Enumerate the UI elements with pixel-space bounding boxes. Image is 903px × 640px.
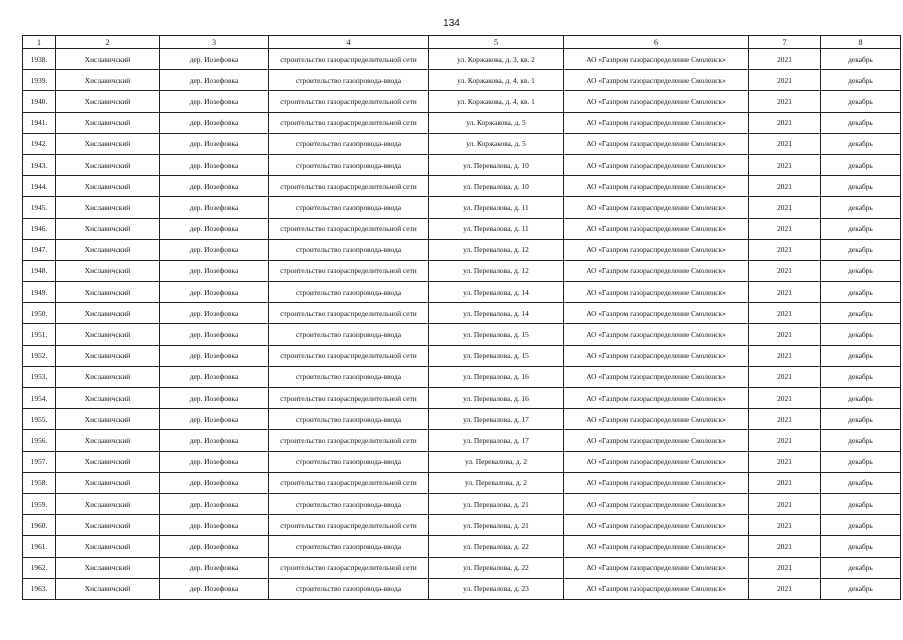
contractor-cell: АО «Газпром газораспределение Смоленск» xyxy=(564,515,749,536)
settlement-cell: дер. Иозефовка xyxy=(160,218,269,239)
table-row xyxy=(23,345,901,366)
table-row xyxy=(23,239,901,260)
district-cell: Хиславичский xyxy=(56,282,160,303)
year-cell: 2021 xyxy=(749,260,821,281)
district-cell: Хиславичский xyxy=(56,260,160,281)
district-cell: Хиславичский xyxy=(56,197,160,218)
work-type-cell: строительство газораспределительной сети xyxy=(269,112,429,133)
district-cell: Хиславичский xyxy=(56,388,160,409)
address-cell: ул. Перевалова, д. 12 xyxy=(429,260,564,281)
settlement-cell: дер. Иозефовка xyxy=(160,197,269,218)
table-row xyxy=(23,366,901,387)
year-cell: 2021 xyxy=(749,239,821,260)
contractor-cell: АО «Газпром газораспределение Смоленск» xyxy=(564,366,749,387)
year-cell: 2021 xyxy=(749,197,821,218)
column-header-3: 3 xyxy=(160,36,269,49)
settlement-cell: дер. Иозефовка xyxy=(160,282,269,303)
contractor-cell: АО «Газпром газораспределение Смоленск» xyxy=(564,91,749,112)
row-number-cell: 1959. xyxy=(23,493,56,514)
work-type-cell: строительство газораспределительной сети xyxy=(269,515,429,536)
contractor-cell: АО «Газпром газораспределение Смоленск» xyxy=(564,451,749,472)
row-number-cell: 1947. xyxy=(23,239,56,260)
district-cell: Хиславичский xyxy=(56,451,160,472)
table-header xyxy=(23,36,901,49)
district-cell: Хиславичский xyxy=(56,70,160,91)
row-number-cell: 1942. xyxy=(23,133,56,154)
address-cell: ул. Перевалова, д. 10 xyxy=(429,176,564,197)
district-cell: Хиславичский xyxy=(56,133,160,154)
year-cell: 2021 xyxy=(749,176,821,197)
year-cell: 2021 xyxy=(749,578,821,599)
row-number-cell: 1953. xyxy=(23,366,56,387)
work-type-cell: строительство газораспределительной сети xyxy=(269,91,429,112)
table-row xyxy=(23,324,901,345)
district-cell: Хиславичский xyxy=(56,345,160,366)
row-number-cell: 1955. xyxy=(23,409,56,430)
column-header-5: 5 xyxy=(429,36,564,49)
year-cell: 2021 xyxy=(749,515,821,536)
contractor-cell: АО «Газпром газораспределение Смоленск» xyxy=(564,133,749,154)
table-row xyxy=(23,112,901,133)
year-cell: 2021 xyxy=(749,303,821,324)
table-row xyxy=(23,218,901,239)
work-type-cell: строительство газопровода-ввода xyxy=(269,282,429,303)
work-type-cell: строительство газопровода-ввода xyxy=(269,197,429,218)
row-number-cell: 1944. xyxy=(23,176,56,197)
address-cell: ул. Коржакова, д. 5 xyxy=(429,133,564,154)
table-row xyxy=(23,282,901,303)
row-number-cell: 1938. xyxy=(23,49,56,70)
row-number-cell: 1943. xyxy=(23,154,56,175)
contractor-cell: АО «Газпром газораспределение Смоленск» xyxy=(564,430,749,451)
address-cell: ул. Перевалова, д. 15 xyxy=(429,324,564,345)
month-cell: декабрь xyxy=(821,409,901,430)
work-type-cell: строительство газораспределительной сети xyxy=(269,430,429,451)
district-cell: Хиславичский xyxy=(56,239,160,260)
settlement-cell: дер. Иозефовка xyxy=(160,409,269,430)
district-cell: Хиславичский xyxy=(56,154,160,175)
contractor-cell: АО «Газпром газораспределение Смоленск» xyxy=(564,176,749,197)
table-row xyxy=(23,536,901,557)
year-cell: 2021 xyxy=(749,536,821,557)
month-cell: декабрь xyxy=(821,133,901,154)
district-cell: Хиславичский xyxy=(56,578,160,599)
table-body xyxy=(23,49,901,600)
column-header-2: 2 xyxy=(56,36,160,49)
settlement-cell: дер. Иозефовка xyxy=(160,578,269,599)
year-cell: 2021 xyxy=(749,430,821,451)
row-number-cell: 1949. xyxy=(23,282,56,303)
work-type-cell: строительство газораспределительной сети xyxy=(269,345,429,366)
year-cell: 2021 xyxy=(749,282,821,303)
row-number-cell: 1951. xyxy=(23,324,56,345)
month-cell: декабрь xyxy=(821,49,901,70)
settlement-cell: дер. Иозефовка xyxy=(160,536,269,557)
table-row xyxy=(23,49,901,70)
contractor-cell: АО «Газпром газораспределение Смоленск» xyxy=(564,282,749,303)
work-type-cell: строительство газораспределительной сети xyxy=(269,49,429,70)
year-cell: 2021 xyxy=(749,154,821,175)
work-type-cell: строительство газораспределительной сети xyxy=(269,218,429,239)
district-cell: Хиславичский xyxy=(56,493,160,514)
row-number-cell: 1948. xyxy=(23,260,56,281)
settlement-cell: дер. Иозефовка xyxy=(160,324,269,345)
address-cell: ул. Перевалова, д. 2 xyxy=(429,472,564,493)
month-cell: декабрь xyxy=(821,472,901,493)
year-cell: 2021 xyxy=(749,91,821,112)
work-type-cell: строительство газораспределительной сети xyxy=(269,176,429,197)
table-row xyxy=(23,197,901,218)
row-number-cell: 1960. xyxy=(23,515,56,536)
district-cell: Хиславичский xyxy=(56,218,160,239)
table-row xyxy=(23,176,901,197)
address-cell: ул. Перевалова, д. 16 xyxy=(429,366,564,387)
table-row xyxy=(23,515,901,536)
month-cell: декабрь xyxy=(821,536,901,557)
settlement-cell: дер. Иозефовка xyxy=(160,515,269,536)
district-cell: Хиславичский xyxy=(56,557,160,578)
contractor-cell: АО «Газпром газораспределение Смоленск» xyxy=(564,239,749,260)
work-type-cell: строительство газопровода-ввода xyxy=(269,133,429,154)
address-cell: ул. Коржакова, д. 4, кв. 1 xyxy=(429,70,564,91)
district-cell: Хиславичский xyxy=(56,112,160,133)
table-row xyxy=(23,451,901,472)
month-cell: декабрь xyxy=(821,112,901,133)
district-cell: Хиславичский xyxy=(56,176,160,197)
table-row xyxy=(23,70,901,91)
address-cell: ул. Коржакова, д. 5 xyxy=(429,112,564,133)
year-cell: 2021 xyxy=(749,388,821,409)
district-cell: Хиславичский xyxy=(56,91,160,112)
row-number-cell: 1945. xyxy=(23,197,56,218)
row-number-cell: 1950. xyxy=(23,303,56,324)
column-header-8: 8 xyxy=(821,36,901,49)
month-cell: декабрь xyxy=(821,493,901,514)
work-type-cell: строительство газопровода-ввода xyxy=(269,409,429,430)
year-cell: 2021 xyxy=(749,49,821,70)
work-type-cell: строительство газораспределительной сети xyxy=(269,557,429,578)
settlement-cell: дер. Иозефовка xyxy=(160,451,269,472)
address-cell: ул. Перевалова, д. 16 xyxy=(429,388,564,409)
settlement-cell: дер. Иозефовка xyxy=(160,493,269,514)
contractor-cell: АО «Газпром газораспределение Смоленск» xyxy=(564,388,749,409)
work-type-cell: строительство газораспределительной сети xyxy=(269,260,429,281)
row-number-cell: 1957. xyxy=(23,451,56,472)
settlement-cell: дер. Иозефовка xyxy=(160,366,269,387)
year-cell: 2021 xyxy=(749,366,821,387)
address-cell: ул. Перевалова, д. 23 xyxy=(429,578,564,599)
address-cell: ул. Перевалова, д. 11 xyxy=(429,197,564,218)
year-cell: 2021 xyxy=(749,557,821,578)
year-cell: 2021 xyxy=(749,324,821,345)
row-number-cell: 1962. xyxy=(23,557,56,578)
contractor-cell: АО «Газпром газораспределение Смоленск» xyxy=(564,154,749,175)
row-number-cell: 1958. xyxy=(23,472,56,493)
work-type-cell: строительство газопровода-ввода xyxy=(269,536,429,557)
month-cell: декабрь xyxy=(821,430,901,451)
table-row xyxy=(23,260,901,281)
table-row xyxy=(23,388,901,409)
district-cell: Хиславичский xyxy=(56,366,160,387)
address-cell: ул. Перевалова, д. 11 xyxy=(429,218,564,239)
month-cell: декабрь xyxy=(821,176,901,197)
address-cell: ул. Коржакова, д. 3, кв. 2 xyxy=(429,49,564,70)
year-cell: 2021 xyxy=(749,451,821,472)
settlement-cell: дер. Иозефовка xyxy=(160,70,269,91)
year-cell: 2021 xyxy=(749,345,821,366)
contractor-cell: АО «Газпром газораспределение Смоленск» xyxy=(564,493,749,514)
year-cell: 2021 xyxy=(749,112,821,133)
contractor-cell: АО «Газпром газораспределение Смоленск» xyxy=(564,536,749,557)
district-cell: Хиславичский xyxy=(56,409,160,430)
address-cell: ул. Перевалова, д. 15 xyxy=(429,345,564,366)
month-cell: декабрь xyxy=(821,218,901,239)
table-row xyxy=(23,430,901,451)
settlement-cell: дер. Иозефовка xyxy=(160,303,269,324)
address-cell: ул. Перевалова, д. 22 xyxy=(429,557,564,578)
settlement-cell: дер. Иозефовка xyxy=(160,260,269,281)
address-cell: ул. Перевалова, д. 17 xyxy=(429,430,564,451)
address-cell: ул. Коржакова, д. 4, кв. 1 xyxy=(429,91,564,112)
row-number-cell: 1952. xyxy=(23,345,56,366)
work-type-cell: строительство газораспределительной сети xyxy=(269,303,429,324)
table-row xyxy=(23,91,901,112)
work-type-cell: строительство газопровода-ввода xyxy=(269,451,429,472)
contractor-cell: АО «Газпром газораспределение Смоленск» xyxy=(564,324,749,345)
table-row xyxy=(23,493,901,514)
district-cell: Хиславичский xyxy=(56,472,160,493)
address-cell: ул. Перевалова, д. 12 xyxy=(429,239,564,260)
month-cell: декабрь xyxy=(821,239,901,260)
settlement-cell: дер. Иозефовка xyxy=(160,345,269,366)
registry-table xyxy=(22,35,901,600)
settlement-cell: дер. Иозефовка xyxy=(160,112,269,133)
month-cell: декабрь xyxy=(821,303,901,324)
settlement-cell: дер. Иозефовка xyxy=(160,49,269,70)
settlement-cell: дер. Иозефовка xyxy=(160,388,269,409)
row-number-cell: 1956. xyxy=(23,430,56,451)
month-cell: декабрь xyxy=(821,324,901,345)
district-cell: Хиславичский xyxy=(56,324,160,345)
month-cell: декабрь xyxy=(821,70,901,91)
year-cell: 2021 xyxy=(749,472,821,493)
contractor-cell: АО «Газпром газораспределение Смоленск» xyxy=(564,578,749,599)
address-cell: ул. Перевалова, д. 22 xyxy=(429,536,564,557)
work-type-cell: строительство газораспределительной сети xyxy=(269,388,429,409)
work-type-cell: строительство газопровода-ввода xyxy=(269,324,429,345)
row-number-cell: 1946. xyxy=(23,218,56,239)
work-type-cell: строительство газопровода-ввода xyxy=(269,239,429,260)
column-header-4: 4 xyxy=(269,36,429,49)
column-header-1: 1 xyxy=(23,36,56,49)
work-type-cell: строительство газопровода-ввода xyxy=(269,70,429,91)
contractor-cell: АО «Газпром газораспределение Смоленск» xyxy=(564,557,749,578)
contractor-cell: АО «Газпром газораспределение Смоленск» xyxy=(564,345,749,366)
settlement-cell: дер. Иозефовка xyxy=(160,239,269,260)
address-cell: ул. Перевалова, д. 10 xyxy=(429,154,564,175)
address-cell: ул. Перевалова, д. 14 xyxy=(429,303,564,324)
table-row xyxy=(23,557,901,578)
month-cell: декабрь xyxy=(821,345,901,366)
month-cell: декабрь xyxy=(821,515,901,536)
row-number-cell: 1941. xyxy=(23,112,56,133)
work-type-cell: строительство газопровода-ввода xyxy=(269,493,429,514)
table-row xyxy=(23,409,901,430)
row-number-cell: 1939. xyxy=(23,70,56,91)
contractor-cell: АО «Газпром газораспределение Смоленск» xyxy=(564,218,749,239)
district-cell: Хиславичский xyxy=(56,515,160,536)
year-cell: 2021 xyxy=(749,409,821,430)
address-cell: ул. Перевалова, д. 21 xyxy=(429,493,564,514)
contractor-cell: АО «Газпром газораспределение Смоленск» xyxy=(564,409,749,430)
table-row xyxy=(23,154,901,175)
address-cell: ул. Перевалова, д. 17 xyxy=(429,409,564,430)
work-type-cell: строительство газопровода-ввода xyxy=(269,578,429,599)
month-cell: декабрь xyxy=(821,578,901,599)
month-cell: декабрь xyxy=(821,451,901,472)
table-row xyxy=(23,303,901,324)
settlement-cell: дер. Иозефовка xyxy=(160,430,269,451)
district-cell: Хиславичский xyxy=(56,49,160,70)
contractor-cell: АО «Газпром газораспределение Смоленск» xyxy=(564,472,749,493)
work-type-cell: строительство газораспределительной сети xyxy=(269,472,429,493)
settlement-cell: дер. Иозефовка xyxy=(160,133,269,154)
address-cell: ул. Перевалова, д. 2 xyxy=(429,451,564,472)
contractor-cell: АО «Газпром газораспределение Смоленск» xyxy=(564,260,749,281)
column-header-6: 6 xyxy=(564,36,749,49)
month-cell: декабрь xyxy=(821,91,901,112)
settlement-cell: дер. Иозефовка xyxy=(160,176,269,197)
work-type-cell: строительство газопровода-ввода xyxy=(269,154,429,175)
month-cell: декабрь xyxy=(821,197,901,218)
month-cell: декабрь xyxy=(821,282,901,303)
year-cell: 2021 xyxy=(749,218,821,239)
header-row xyxy=(23,36,901,49)
column-header-7: 7 xyxy=(749,36,821,49)
page-number: 134 xyxy=(443,18,460,29)
table-row xyxy=(23,472,901,493)
year-cell: 2021 xyxy=(749,493,821,514)
district-cell: Хиславичский xyxy=(56,536,160,557)
contractor-cell: АО «Газпром газораспределение Смоленск» xyxy=(564,112,749,133)
row-number-cell: 1961. xyxy=(23,536,56,557)
month-cell: декабрь xyxy=(821,260,901,281)
settlement-cell: дер. Иозефовка xyxy=(160,91,269,112)
year-cell: 2021 xyxy=(749,70,821,91)
year-cell: 2021 xyxy=(749,133,821,154)
address-cell: ул. Перевалова, д. 14 xyxy=(429,282,564,303)
month-cell: декабрь xyxy=(821,557,901,578)
row-number-cell: 1940. xyxy=(23,91,56,112)
district-cell: Хиславичский xyxy=(56,430,160,451)
contractor-cell: АО «Газпром газораспределение Смоленск» xyxy=(564,197,749,218)
district-cell: Хиславичский xyxy=(56,303,160,324)
table-row xyxy=(23,578,901,599)
contractor-cell: АО «Газпром газораспределение Смоленск» xyxy=(564,49,749,70)
month-cell: декабрь xyxy=(821,388,901,409)
settlement-cell: дер. Иозефовка xyxy=(160,472,269,493)
table-row xyxy=(23,133,901,154)
work-type-cell: строительство газопровода-ввода xyxy=(269,366,429,387)
settlement-cell: дер. Иозефовка xyxy=(160,154,269,175)
row-number-cell: 1954. xyxy=(23,388,56,409)
address-cell: ул. Перевалова, д. 21 xyxy=(429,515,564,536)
settlement-cell: дер. Иозефовка xyxy=(160,557,269,578)
month-cell: декабрь xyxy=(821,154,901,175)
contractor-cell: АО «Газпром газораспределение Смоленск» xyxy=(564,303,749,324)
row-number-cell: 1963. xyxy=(23,578,56,599)
month-cell: декабрь xyxy=(821,366,901,387)
contractor-cell: АО «Газпром газораспределение Смоленск» xyxy=(564,70,749,91)
